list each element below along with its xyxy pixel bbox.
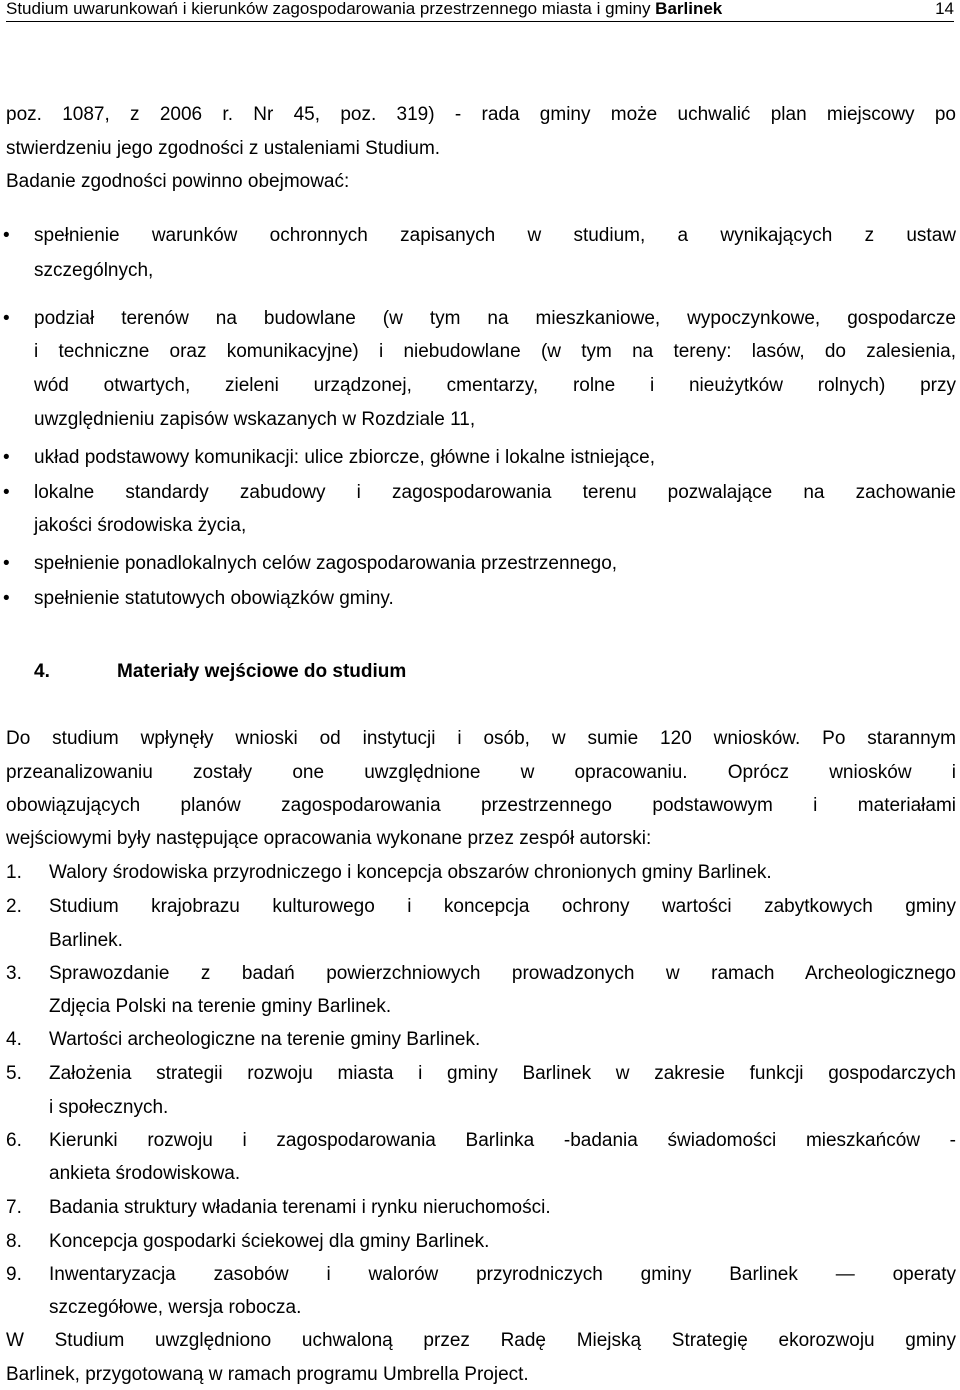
section-number: 4.	[34, 661, 50, 682]
bullet-icon: •	[3, 225, 10, 246]
list-number: 3.	[6, 963, 22, 984]
closing-line: Barlinek, przygotowaną w ramach programu Umbrella Project.	[6, 1364, 529, 1385]
intro-line: poz. 1087, z 2006 r. Nr 45, poz. 319) - rada gminy może uchwalić plan miejscowy po	[6, 104, 956, 125]
header-title: Studium uwarunkowań i kierunków zagospodarowania przestrzennego miasta i gminy	[6, 0, 656, 18]
list-number: 2.	[6, 896, 22, 917]
list-item-line: Studium krajobrazu kulturowego i koncepcja ochrony wartości zabytkowych gminy	[49, 896, 956, 917]
bullet-line: jakości środowiska życia,	[34, 515, 247, 536]
list-item-line: Walory środowiska przyrodniczego i koncepcja obszarów chronionych gminy Barlinek.	[49, 862, 772, 883]
list-item-line: Kierunki rozwoju i zagospodarowania Barlinka -badania świadomości mieszkańców -	[49, 1130, 956, 1151]
bullet-line: lokalne standardy zabudowy i zagospodarowania terenu pozwalające na zachowanie	[34, 482, 956, 503]
paragraph-line: wejściowymi były następujące opracowania wykonane przez zespół autorski:	[6, 828, 652, 849]
bullet-icon: •	[3, 553, 10, 574]
list-number: 9.	[6, 1264, 22, 1285]
intro-line: Badanie zgodności powinno obejmować:	[6, 171, 350, 192]
intro-line: stwierdzeniu jego zgodności z ustaleniami Studium.	[6, 138, 441, 159]
list-number: 6.	[6, 1130, 22, 1151]
list-number: 5.	[6, 1063, 22, 1084]
list-number: 1.	[6, 862, 22, 883]
list-item-line: ankieta środowiskowa.	[49, 1163, 241, 1184]
list-item-line: Zdjęcia Polski na terenie gminy Barlinek.	[49, 996, 392, 1017]
page-number: 14	[935, 0, 954, 18]
list-item-line: Barlinek.	[49, 930, 123, 951]
list-item-line: i społecznych.	[49, 1097, 169, 1118]
bullet-icon: •	[3, 588, 10, 609]
closing-line: W Studium uwzględniono uchwaloną przez Radę Miejską Strategię ekorozwoju gminy	[6, 1330, 956, 1351]
list-item-line: Koncepcja gospodarki ściekowej dla gminy Barlinek.	[49, 1231, 490, 1252]
list-item-line: Założenia strategii rozwoju miasta i gminy Barlinek w zakresie funkcji gospodarczych	[49, 1063, 956, 1084]
bullet-line: wód otwartych, zieleni urządzonej, cmentarzy, rolne i nieużytków rolnych) przy	[34, 375, 956, 396]
list-number: 7.	[6, 1197, 22, 1218]
paragraph-line: przeanalizowaniu zostały one uwzględnione w opracowaniu. Oprócz wniosków i	[6, 762, 956, 783]
bullet-icon: •	[3, 447, 10, 468]
bullet-line: układ podstawowy komunikacji: ulice zbiorcze, główne i lokalne istniejące,	[34, 447, 655, 468]
list-item-line: szczegółowe, wersja robocza.	[49, 1297, 302, 1318]
section-title: Materiały wejściowe do studium	[117, 661, 407, 682]
bullet-line: szczególnych,	[34, 260, 154, 281]
bullet-line: podział terenów na budowlane (w tym na mieszkaniowe, wypoczynkowe, gospodarcze	[34, 308, 956, 329]
list-number: 4.	[6, 1029, 22, 1050]
bullet-line: spełnienie warunków ochronnych zapisanych w studium, a wynikających z ustaw	[34, 225, 956, 246]
bullet-line: spełnienie ponadlokalnych celów zagospodarowania przestrzennego,	[34, 553, 618, 574]
header-title-bold: Barlinek	[655, 0, 723, 18]
list-item-line: Inwentaryzacja zasobów i walorów przyrodniczych gminy Barlinek — operaty	[49, 1264, 956, 1285]
list-number: 8.	[6, 1231, 22, 1252]
list-item-line: Wartości archeologiczne na terenie gminy Barlinek.	[49, 1029, 481, 1050]
list-item-line: Sprawozdanie z badań powierzchniowych prowadzonych w ramach Archeologicznego	[49, 963, 956, 984]
bullet-line: spełnienie statutowych obowiązków gminy.	[34, 588, 394, 609]
bullet-line: i techniczne oraz komunikacyjne) i niebudowlane (w tym na tereny: lasów, do zalesienia,	[34, 341, 956, 362]
paragraph-line: obowiązujących planów zagospodarowania przestrzennego podstawowym i materiałami	[6, 795, 956, 816]
bullet-line: uwzględnieniu zapisów wskazanych w Rozdziale 11,	[34, 409, 476, 430]
list-item-line: Badania struktury władania terenami i rynku nieruchomości.	[49, 1197, 551, 1218]
paragraph-line: Do studium wpłynęły wnioski od instytucji i osób, w sumie 120 wniosków. Po starannym	[6, 728, 956, 749]
bullet-icon: •	[3, 308, 10, 329]
bullet-icon: •	[3, 482, 10, 503]
